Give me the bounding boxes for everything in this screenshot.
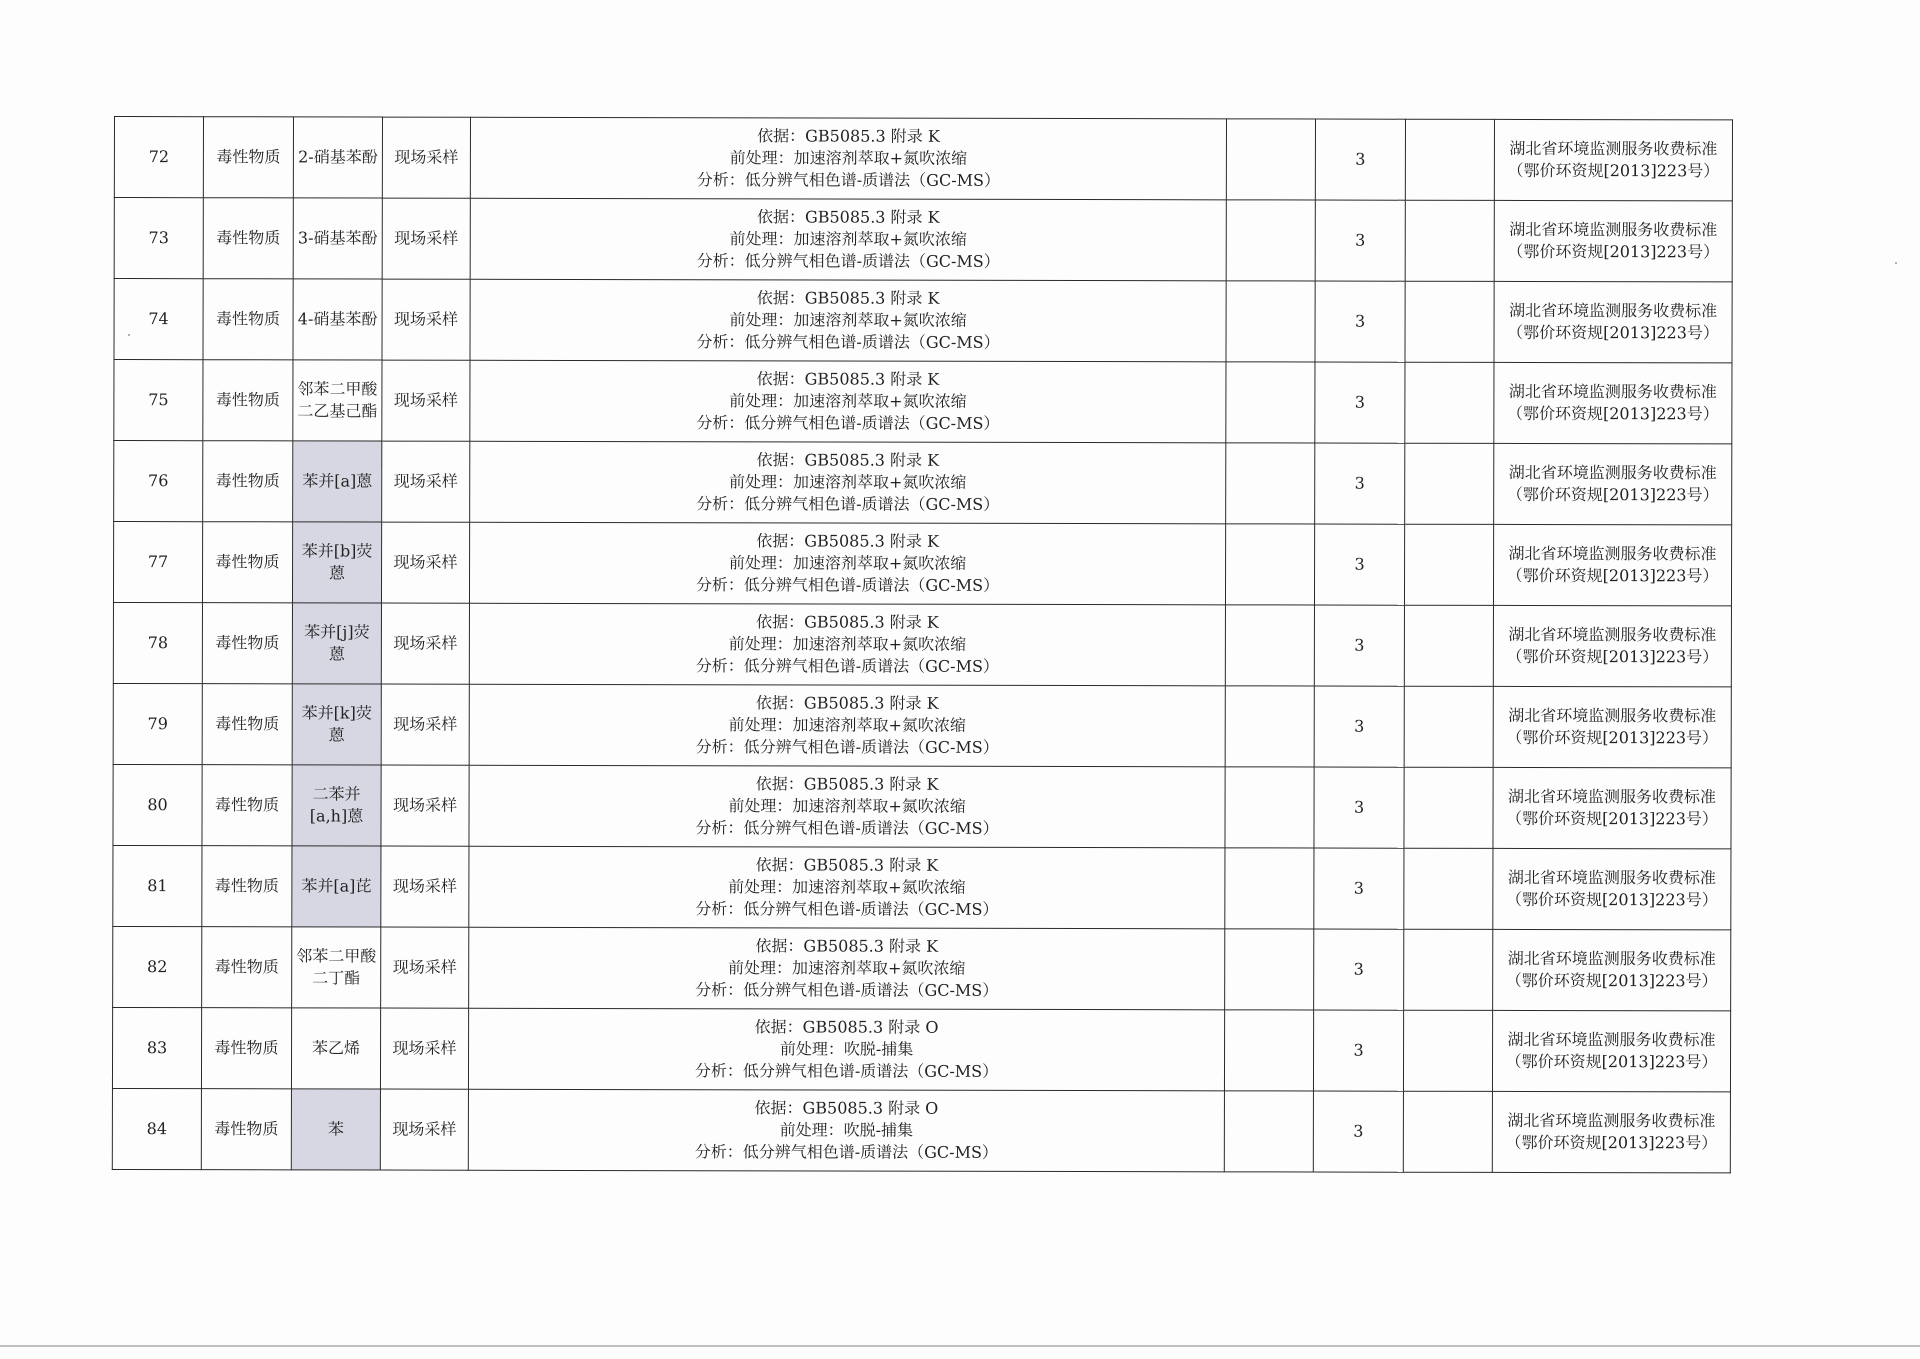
fee-standard-title: 湖北省环境监测服务收费标准 — [1509, 138, 1718, 159]
sampling-text: 现场采样 — [392, 876, 457, 896]
no-text: 82 — [147, 957, 168, 977]
substance-name-cell — [292, 765, 381, 846]
method-pretreatment: 前处理：加速溶剂萃取+氮吹浓缩 — [727, 958, 966, 978]
method-analysis: 分析：低分辨气相色谱-质谱法（GC-MS） — [694, 1061, 999, 1081]
fee-standard-title: 湖北省环境监测服务收费标准 — [1508, 786, 1717, 807]
blank-cell — [1404, 848, 1493, 929]
method-basis: 依据：GB5085.3 附录 O — [754, 1017, 939, 1037]
qty-text: 3 — [1353, 878, 1364, 898]
no-text: 74 — [148, 309, 169, 329]
no-text: 73 — [148, 228, 169, 248]
quantity-cell — [1314, 767, 1404, 848]
sampling-text: 现场采样 — [393, 552, 458, 572]
category-cell — [203, 198, 293, 279]
method-analysis: 分析：低分辨气相色谱-质谱法（GC-MS） — [696, 332, 1000, 352]
method-analysis: 分析：低分辨气相色谱-质谱法（GC-MS） — [695, 899, 999, 919]
blank-cell — [1225, 686, 1314, 767]
no-text: 83 — [146, 1038, 168, 1058]
fee-standard-ref: （鄂价环资规[2013]223号） — [1506, 646, 1719, 667]
fee-standard-title: 湖北省环境监测服务收费标准 — [1508, 624, 1717, 645]
fee-standard-title: 湖北省环境监测服务收费标准 — [1509, 219, 1718, 240]
qty-text: 3 — [1354, 554, 1365, 574]
category-cell — [201, 1008, 291, 1089]
page-bottom-rule — [0, 1345, 1920, 1347]
sampling-text: 现场采样 — [393, 795, 458, 815]
category-cell — [203, 279, 293, 360]
category-text: 毒性物质 — [215, 714, 280, 734]
quantity-cell — [1314, 929, 1404, 1010]
method-basis: 依据：GB5085.3 附录 K — [756, 369, 940, 389]
blank-cell — [1405, 362, 1494, 443]
table-row — [114, 117, 1732, 201]
category-cell — [202, 684, 292, 765]
method-pretreatment: 前处理：加速溶剂萃取+氮吹浓缩 — [728, 715, 966, 735]
qty-text: 3 — [1354, 635, 1365, 655]
quantity-cell — [1315, 119, 1405, 200]
fee-standard-ref: （鄂价环资规[2013]223号） — [1506, 403, 1719, 424]
name-text: 苯 — [327, 1119, 344, 1139]
table-row — [113, 764, 1731, 848]
blank-cell — [1404, 605, 1493, 686]
fee-standard-ref: （鄂价环资规[2013]223号） — [1507, 160, 1720, 181]
fee-standard-title: 湖北省环境监测服务收费标准 — [1509, 300, 1718, 321]
fee-standard-title: 湖北省环境监测服务收费标准 — [1508, 705, 1717, 726]
method-basis: 依据：GB5085.3 附录 K — [756, 531, 939, 551]
substance-name-cell — [291, 1089, 380, 1170]
blank-cell — [1226, 119, 1315, 200]
sampling-cell — [381, 684, 469, 765]
row-number — [114, 117, 203, 198]
blank-cell — [1225, 929, 1314, 1010]
blank-cell — [1225, 605, 1314, 686]
table-body — [112, 117, 1732, 1173]
quantity-cell — [1313, 1010, 1403, 1091]
row-number — [113, 603, 202, 684]
fee-standard-cell — [1493, 929, 1731, 1010]
method-analysis: 分析：低分辨气相色谱-质谱法（GC-MS） — [695, 818, 999, 838]
category-cell — [203, 441, 293, 522]
category-text: 毒性物质 — [214, 957, 279, 977]
quantity-cell — [1314, 524, 1404, 605]
method-cell — [470, 360, 1226, 443]
method-analysis: 分析：低分辨气相色谱-质谱法（GC-MS） — [694, 1142, 998, 1162]
table-row — [114, 198, 1732, 282]
fee-standard-cell — [1494, 443, 1732, 524]
fee-standard-cell — [1493, 686, 1731, 767]
quantity-cell — [1314, 605, 1404, 686]
row-number — [114, 441, 203, 522]
no-text: 81 — [147, 876, 168, 896]
fee-standard-title: 湖北省环境监测服务收费标准 — [1507, 948, 1716, 969]
quantity-cell — [1315, 443, 1405, 524]
sampling-text: 现场采样 — [393, 714, 458, 734]
no-text: 79 — [147, 714, 168, 734]
table-row — [113, 683, 1731, 767]
method-pretreatment: 前处理：加速溶剂萃取+氮吹浓缩 — [729, 391, 967, 411]
method-pretreatment: 前处理：加速溶剂萃取+氮吹浓缩 — [729, 310, 967, 330]
quantity-cell — [1315, 200, 1405, 281]
method-cell — [470, 198, 1226, 281]
fee-standard-cell — [1494, 200, 1732, 281]
qty-text: 3 — [1354, 392, 1366, 412]
method-cell — [469, 603, 1225, 686]
qty-text: 3 — [1353, 1040, 1364, 1060]
table-row — [113, 603, 1731, 687]
row-number — [113, 683, 202, 764]
fee-standard-cell — [1494, 281, 1732, 362]
quantity-cell — [1314, 848, 1404, 929]
sampling-text: 现场采样 — [392, 1119, 457, 1139]
sampling-text: 现场采样 — [394, 228, 459, 248]
fee-standard-cell — [1493, 848, 1731, 929]
blank-cell — [1226, 362, 1315, 443]
table-row — [113, 926, 1731, 1010]
fee-standard-title: 湖北省环境监测服务收费标准 — [1508, 381, 1717, 402]
sampling-text: 现场采样 — [394, 309, 459, 329]
fee-standard-cell — [1494, 362, 1732, 443]
substance-name-cell — [291, 1008, 380, 1089]
table-row — [114, 441, 1732, 525]
method-pretreatment: 前处理：加速溶剂萃取+氮吹浓缩 — [729, 148, 968, 168]
sampling-cell — [380, 1008, 468, 1089]
method-cell — [469, 765, 1225, 848]
method-basis: 依据：GB5085.3 附录 O — [754, 1098, 939, 1118]
blank-cell — [1225, 524, 1314, 605]
fee-standard-cell — [1493, 605, 1731, 686]
row-number — [114, 279, 203, 360]
method-analysis: 分析：低分辨气相色谱-质谱法（GC-MS） — [696, 251, 1000, 271]
name-text: 邻苯二甲酸二乙基己酯 — [297, 379, 378, 421]
method-cell — [470, 117, 1226, 200]
method-basis: 依据：GB5085.3 附录 K — [755, 855, 939, 875]
substance-name-cell — [292, 927, 381, 1008]
blank-cell — [1404, 929, 1493, 1010]
qty-text: 3 — [1354, 473, 1365, 493]
method-basis: 依据：GB5085.3 附录 K — [755, 774, 939, 794]
method-basis: 依据：GB5085.3 附录 K — [756, 450, 940, 470]
quantity-cell — [1315, 362, 1405, 443]
qty-text: 3 — [1353, 959, 1364, 979]
fee-standard-ref: （鄂价环资规[2013]223号） — [1506, 565, 1719, 586]
category-cell — [203, 117, 293, 198]
category-text: 毒性物质 — [216, 228, 281, 248]
no-text: 77 — [147, 552, 169, 572]
sampling-text: 现场采样 — [392, 957, 457, 977]
sampling-cell — [381, 846, 469, 927]
category-text: 毒性物质 — [214, 1119, 279, 1139]
substance-name-cell — [293, 117, 382, 198]
sampling-cell — [382, 360, 470, 441]
qty-text: 3 — [1353, 1121, 1364, 1141]
method-cell — [469, 684, 1225, 767]
method-cell — [468, 1008, 1224, 1091]
table-row — [114, 360, 1732, 444]
qty-text: 3 — [1355, 230, 1366, 250]
no-text: 80 — [147, 795, 168, 815]
method-cell — [468, 1089, 1224, 1172]
blank-cell — [1405, 200, 1494, 281]
name-text: 3-硝基苯酚 — [297, 228, 378, 248]
fee-standard-ref: （鄂价环资规[2013]223号） — [1506, 808, 1718, 829]
blank-cell — [1226, 200, 1315, 281]
method-basis: 依据：GB5085.3 附录 K — [756, 288, 940, 308]
blank-cell — [1226, 281, 1315, 362]
method-analysis: 分析：低分辨气相色谱-质谱法（GC-MS） — [696, 413, 1000, 433]
fee-standard-ref: （鄂价环资规[2013]223号） — [1505, 970, 1718, 991]
method-cell — [470, 441, 1226, 524]
qty-text: 3 — [1354, 311, 1366, 331]
fee-standard-cell — [1493, 524, 1731, 605]
fee-standard-ref: （鄂价环资规[2013]223号） — [1505, 1051, 1718, 1072]
method-cell — [469, 927, 1225, 1010]
method-pretreatment: 前处理：吹脱-捕集 — [779, 1120, 914, 1140]
method-cell — [470, 279, 1226, 362]
table-row — [113, 522, 1731, 606]
blank-cell — [1404, 767, 1493, 848]
substance-name-cell — [292, 684, 381, 765]
fee-standard-title: 湖北省环境监测服务收费标准 — [1507, 1110, 1716, 1131]
table-row — [114, 279, 1732, 363]
row-number — [114, 360, 203, 441]
name-text: 苯并[j]荧蒽 — [304, 622, 370, 664]
category-cell — [202, 765, 292, 846]
fee-standard-cell — [1494, 119, 1732, 200]
blank-cell — [1224, 1091, 1313, 1172]
substance-name-cell — [293, 279, 382, 360]
qty-text: 3 — [1354, 716, 1365, 736]
category-text: 毒性物质 — [214, 876, 279, 896]
category-text: 毒性物质 — [214, 1038, 279, 1058]
category-text: 毒性物质 — [215, 552, 280, 572]
sampling-text: 现场采样 — [394, 147, 459, 167]
category-text: 毒性物质 — [215, 795, 280, 815]
method-basis: 依据：GB5085.3 附录 K — [755, 936, 939, 956]
sampling-text: 现场采样 — [392, 1038, 457, 1058]
sampling-text: 现场采样 — [393, 471, 458, 491]
table-row — [112, 1088, 1730, 1172]
method-pretreatment: 前处理：加速溶剂萃取+氮吹浓缩 — [728, 796, 966, 816]
method-pretreatment: 前处理：加速溶剂萃取+氮吹浓缩 — [728, 553, 967, 573]
sampling-text: 现场采样 — [393, 633, 458, 653]
fee-standard-title: 湖北省环境监测服务收费标准 — [1507, 1029, 1716, 1050]
fee-standard-cell — [1493, 767, 1731, 848]
sampling-cell — [382, 117, 470, 198]
method-analysis: 分析：低分辨气相色谱-质谱法（GC-MS） — [695, 980, 999, 1000]
name-text: 4-硝基苯酚 — [297, 309, 378, 329]
category-cell — [202, 522, 292, 603]
sampling-text: 现场采样 — [393, 390, 458, 410]
no-text: 75 — [148, 390, 169, 410]
row-number — [112, 1088, 201, 1169]
substance-name-cell — [292, 522, 381, 603]
fee-standard-ref: （鄂价环资规[2013]223号） — [1506, 727, 1719, 748]
qty-text: 3 — [1355, 149, 1366, 169]
row-number — [114, 198, 203, 279]
category-cell — [202, 927, 292, 1008]
scan-speck — [128, 334, 130, 336]
method-analysis: 分析：低分辨气相色谱-质谱法（GC-MS） — [696, 494, 1000, 514]
sampling-cell — [381, 927, 469, 1008]
row-number — [113, 845, 202, 926]
sampling-cell — [380, 1089, 468, 1170]
fee-standard-ref: （鄂价环资规[2013]223号） — [1505, 889, 1718, 910]
method-basis: 依据：GB5085.3 附录 K — [756, 207, 940, 227]
sampling-cell — [381, 765, 469, 846]
table-row — [112, 1007, 1730, 1091]
name-text: 2-硝基苯酚 — [298, 147, 378, 167]
no-text: 76 — [148, 471, 169, 491]
method-pretreatment: 前处理：加速溶剂萃取+氮吹浓缩 — [728, 634, 967, 654]
row-number — [113, 522, 202, 603]
fee-standard-ref: （鄂价环资规[2013]223号） — [1507, 241, 1720, 262]
method-basis: 依据：GB5085.3 附录 K — [757, 126, 940, 146]
scan-speck — [1895, 262, 1897, 264]
category-text: 毒性物质 — [216, 147, 281, 167]
blank-cell — [1404, 524, 1493, 605]
blank-cell — [1224, 1010, 1313, 1091]
fee-standard-ref: （鄂价环资规[2013]223号） — [1506, 484, 1719, 505]
name-text: 苯乙烯 — [312, 1038, 361, 1058]
name-text: 苯并[a]蒽 — [302, 471, 373, 491]
row-number — [113, 764, 202, 845]
no-text: 78 — [147, 633, 169, 653]
fee-standard-cell — [1492, 1010, 1730, 1091]
blank-cell — [1405, 281, 1494, 362]
substance-name-cell — [293, 441, 382, 522]
method-cell — [469, 846, 1225, 929]
method-analysis: 分析：低分辨气相色谱-质谱法（GC-MS） — [695, 575, 1000, 595]
category-text: 毒性物质 — [215, 390, 280, 410]
name-text: 二苯并[a,h]蒽 — [309, 784, 364, 826]
category-cell — [203, 360, 293, 441]
name-text: 苯并[b]荧蒽 — [301, 541, 373, 583]
table-row — [113, 845, 1731, 929]
name-text: 苯并[k]荧蒽 — [301, 703, 372, 745]
substance-name-cell — [293, 360, 382, 441]
method-basis: 依据：GB5085.3 附录 K — [755, 693, 939, 713]
blank-cell — [1226, 443, 1315, 524]
quantity-cell — [1313, 1091, 1403, 1172]
sampling-cell — [381, 603, 469, 684]
name-text: 苯并[a]芘 — [301, 876, 372, 896]
qty-text: 3 — [1353, 797, 1365, 817]
method-basis: 依据：GB5085.3 附录 K — [756, 612, 939, 632]
blank-cell — [1405, 443, 1494, 524]
category-cell — [201, 1089, 291, 1170]
quantity-cell — [1314, 686, 1404, 767]
fee-standard-cell — [1492, 1091, 1730, 1172]
category-cell — [202, 603, 292, 684]
fee-standard-ref: （鄂价环资规[2013]223号） — [1505, 1132, 1718, 1153]
fee-standard-title: 湖北省环境监测服务收费标准 — [1508, 543, 1717, 564]
method-analysis: 分析：低分辨气相色谱-质谱法（GC-MS） — [695, 656, 999, 676]
no-text: 84 — [146, 1119, 168, 1139]
row-number — [112, 1007, 201, 1088]
method-pretreatment: 前处理：加速溶剂萃取+氮吹浓缩 — [728, 877, 966, 897]
blank-cell — [1403, 1091, 1492, 1172]
row-number — [113, 926, 202, 1007]
no-text: 72 — [148, 147, 170, 167]
fee-standard-title: 湖北省环境监测服务收费标准 — [1507, 867, 1716, 888]
blank-cell — [1225, 767, 1314, 848]
method-cell — [469, 522, 1225, 605]
method-analysis: 分析：低分辨气相色谱-质谱法（GC-MS） — [695, 737, 999, 757]
category-cell — [202, 846, 292, 927]
category-text: 毒性物质 — [215, 471, 280, 491]
fee-standard-ref: （鄂价环资规[2013]223号） — [1507, 322, 1719, 343]
substance-name-cell — [293, 198, 382, 279]
sampling-cell — [382, 279, 470, 360]
sampling-cell — [382, 198, 470, 279]
name-text: 邻苯二甲酸二丁酯 — [296, 946, 377, 988]
substance-name-cell — [292, 846, 381, 927]
sampling-cell — [381, 522, 469, 603]
fee-table — [112, 116, 1733, 1173]
blank-cell — [1404, 686, 1493, 767]
blank-cell — [1225, 848, 1314, 929]
method-analysis: 分析：低分辨气相色谱-质谱法（GC-MS） — [696, 170, 1000, 190]
method-pretreatment: 前处理：加速溶剂萃取+氮吹浓缩 — [728, 472, 967, 492]
quantity-cell — [1315, 281, 1405, 362]
method-pretreatment: 前处理：加速溶剂萃取+氮吹浓缩 — [729, 229, 967, 249]
substance-name-cell — [292, 603, 381, 684]
category-text: 毒性物质 — [216, 309, 281, 329]
fee-standard-title: 湖北省环境监测服务收费标准 — [1508, 462, 1717, 483]
category-text: 毒性物质 — [215, 633, 280, 653]
blank-cell — [1403, 1010, 1492, 1091]
method-pretreatment: 前处理：吹脱-捕集 — [779, 1039, 914, 1059]
sampling-cell — [382, 441, 470, 522]
blank-cell — [1405, 119, 1494, 200]
